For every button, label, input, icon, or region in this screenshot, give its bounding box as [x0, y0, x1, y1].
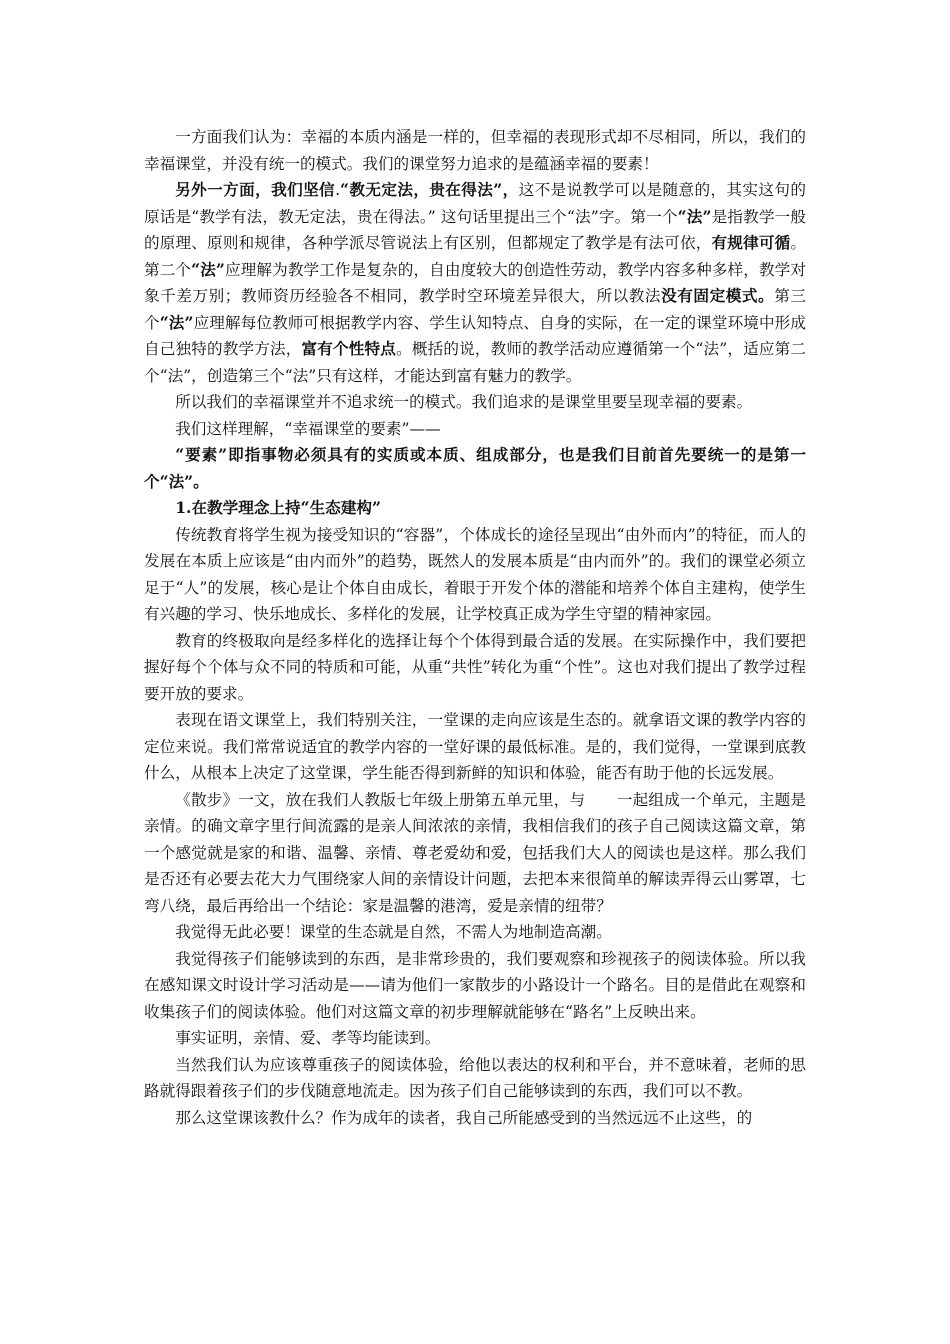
text-segment: 那么这堂课该教什么？作为成年的读者，我自己所能感受到的当然远远不止这些，的: [175, 1108, 753, 1127]
text-segment: 第三个: [144, 287, 806, 332]
body-paragraph: [144, 442, 806, 495]
body-paragraph: [144, 1025, 806, 1052]
document-page: [144, 124, 806, 1131]
body-paragraph: [144, 522, 806, 628]
text-segment: 教育的终极取向是经多样化的选择让每个个体得到最合适的发展。在实际操作中，我们要把握好每个个体与众不同的特质和可能，从重“共性”转化为重“个性”。这也对我们提出了教学过程要开放的要求。: [144, 631, 806, 703]
text-segment: 应理解为教学工作是复杂的，自由度较大的创造性劳动，教学内容多种多样，教学对象千差万别；教师资历经验各不相同，教学时空环境差异很大，所以教法: [144, 260, 806, 305]
text-segment: 。第二个: [144, 234, 806, 279]
bold-text-segment: “教无定法，贵在得法”，: [340, 180, 519, 199]
text-segment: 我觉得无此必要！课堂的生态就是自然，不需人为地制造高潮。: [175, 923, 612, 941]
body-paragraph: [144, 416, 806, 443]
text-segment: 我们这样理解，“幸福课堂的要素”——: [175, 419, 441, 438]
bold-text-segment: “要素”即指事物必须具有的实质或本质、组成部分，也是我们目前首先要统一的是第一个“法”。: [144, 445, 806, 491]
body-paragraph: [144, 1052, 806, 1105]
body-paragraph: [144, 946, 806, 1026]
body-paragraph: [144, 628, 806, 708]
body-paragraph: [144, 389, 806, 416]
text-segment: 传统教育将学生视为接受知识的“容器”，个体成长的途径呈现出“由外而内”的特征，而人的发展在本质上应该是“由内而外”的趋势，既然人的发展本质是“由内而外”的。我们的课堂必须立足于“人”的发展，核心是让个体自由成长，着眼于开发个体的潜能和培养个体自主建构，使学生有兴趣的学习、快乐地成长、多样化的发展，让学校真正成为学生守望的精神家园。: [144, 525, 806, 623]
body-paragraph: [144, 177, 806, 389]
text-segment: 我觉得孩子们能够读到的东西，是非常珍贵的，我们要观察和珍视孩子的阅读体验。所以我在感知课文时设计学习活动是——请为他们一家散步的小路设计一个路名。目的是借此在观察和收集孩子们的阅读体验。他们对这篇文章的初步理解就能够在“路名”上反映出来。: [144, 949, 806, 1021]
bold-text-segment: 有规律可循: [711, 233, 791, 252]
bold-text-segment: “法”: [191, 259, 225, 279]
text-segment: 一方面我们认为：幸福的本质内涵是一样的，但幸福的表现形式却不尽相同，所以，我们的幸福课堂，并没有统一的模式。我们的课堂努力追求的是蕴涵幸福的要素！: [144, 128, 806, 173]
bold-text-segment: 没有固定模式。: [661, 286, 775, 305]
text-segment: 当然我们认为应该尊重孩子的阅读体验，给他以表达的权利和平台，并不意味着，老师的思路就得跟着孩子们的步伐随意地流走。因为孩子们自己能够读到的东西，我们可以不教。: [144, 1055, 806, 1100]
text-segment: 表现在语文课堂上，我们特别关注，一堂课的走向应该是生态的。就拿语文课的教学内容的定位来说。我们常常说适宜的教学内容的一堂好课的最低标准。是的，我们觉得，一堂课到底教什么，从根本上决定了这堂课，学生能否得到新鲜的知识和体验，能否有助于他的长远发展。: [144, 711, 806, 782]
bold-text-segment: 富有个性特点: [301, 339, 397, 358]
body-paragraph: [144, 124, 806, 177]
text-segment: 是指教学一般的原理、原则和规律，各种学派尽管说法上有区别，但都规定了教学是有法可依，: [144, 207, 806, 252]
section-heading: [144, 495, 806, 522]
bold-text-segment: 1.在教学理念上持“生态建构”: [175, 498, 381, 517]
bold-text-segment: “法”: [159, 312, 194, 332]
body-paragraph: [144, 787, 806, 920]
text-segment: 这不是说教学可以是随意的，其实这句的原话是“教学有法，教无定法，贵在得法。” 这句话里提出三个“法”字。第一个: [144, 181, 806, 226]
body-paragraph: [144, 1105, 806, 1132]
body-paragraph: [144, 707, 806, 787]
text-segment: 事实证明，亲情、爱、孝等均能读到。: [175, 1029, 441, 1047]
text-segment: .: [335, 181, 341, 199]
text-segment: 应理解每位教师可根据教学内容、学生认知特点、自身的实际，在一定的课堂环境中形成自己独特的教学方法，: [144, 313, 806, 358]
text-segment: 所以我们的幸福课堂并不追求统一的模式。我们追求的是课堂里要呈现幸福的要素。: [175, 393, 753, 411]
bold-text-segment: 另外一方面，我们坚信: [175, 180, 336, 199]
text-segment: 《散步》一文，放在我们人教版七年级上册第五单元里，与 一起组成一个单元，主题是亲情。的确文章字里行间流露的是亲人间浓浓的亲情，我相信我们的孩子自己阅读这篇文章，第一个感觉就是家的和谐、温馨、亲情、尊老爱幼和爱，包括我们大人的阅读也是这样。那么我们是否还有必要去花大力气围绕家人间的亲情设计问题，去把本来很简单的解读弄得云山雾罩，七弯八绕，最后再给出一个结论：家是温馨的港湾，爱是亲情的纽带？: [144, 790, 806, 915]
body-paragraph: [144, 919, 806, 946]
bold-text-segment: “法”: [677, 206, 712, 226]
text-segment: 。概括的说，教师的教学活动应遵循第一个“法”，适应第二个“法”，创造第三个“法”只有这样，才能达到富有魅力的教学。: [144, 340, 806, 385]
